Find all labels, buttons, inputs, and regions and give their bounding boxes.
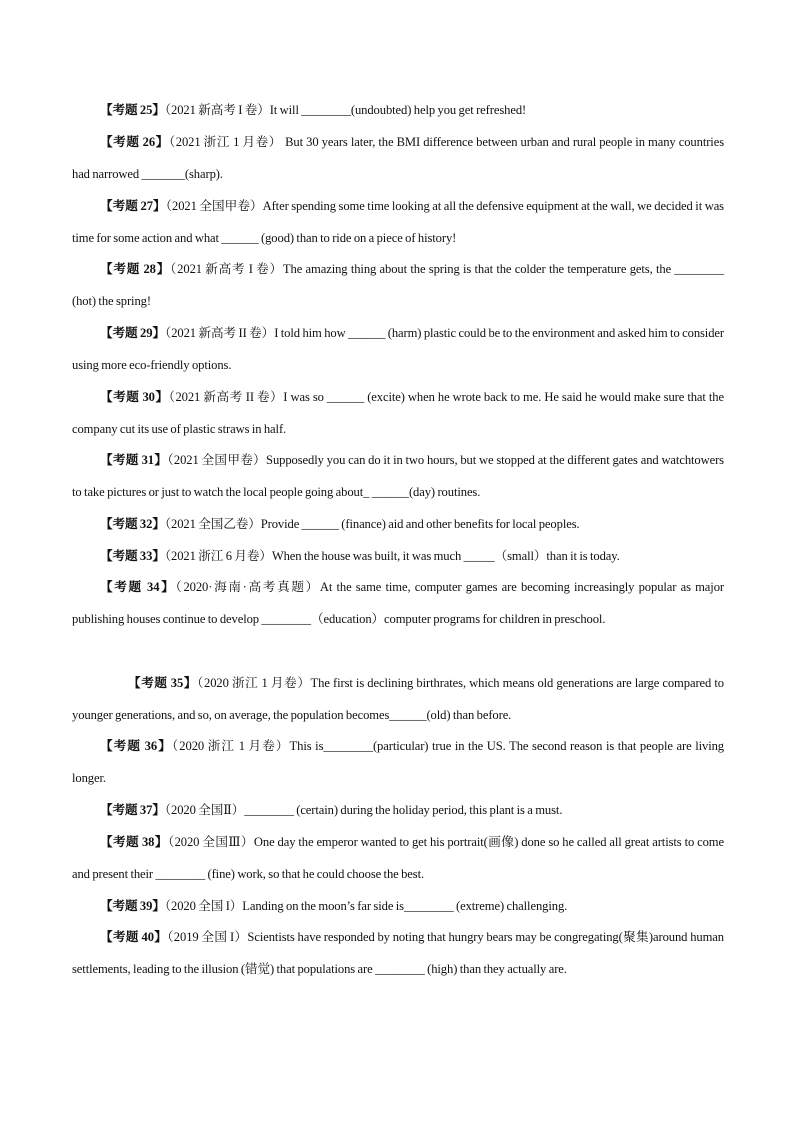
question-text: （2021 浙江 6 月卷）When the house was built, it was much _____（small）than it is today. — [164, 549, 620, 563]
question-tag: 【考题 25】 — [100, 103, 165, 117]
question-text: （2020 浙江 1 月卷）This is________(particular) true in the US. The second reason is that people are living longer. — [72, 739, 724, 785]
question-35 — [72, 667, 724, 731]
question-text: （2020 浙江 1 月卷）The first is declining birthrates, which means old generations are large compared to younger generations, and so, on average, the population becomes______(old) than before. — [72, 676, 724, 722]
question-tag: 【考题 28】 — [100, 262, 171, 276]
question-text: （2021 新高考 I 卷）It will ________(undoubted) help you get refreshed! — [164, 103, 527, 117]
question-36 — [72, 730, 724, 794]
question-tag: 【考题 27】 — [100, 199, 166, 213]
question-text: （2020·海南·高考真题）At the same time, computer games are becoming increasingly popular as major publishing houses continue to develop ________（education）computer programs for children in preschool. — [72, 580, 724, 626]
question-38 — [72, 826, 724, 890]
question-30 — [72, 381, 724, 445]
question-28 — [72, 253, 724, 317]
question-tag: 【考题 40】 — [100, 930, 168, 944]
question-tag: 【考题 32】 — [100, 517, 165, 531]
question-39 — [72, 890, 724, 922]
question-29 — [72, 317, 724, 381]
question-text: （2020 全国Ⅱ）________ (certain) during the holiday period, this plant is a must. — [164, 803, 563, 817]
question-tag: 【考题 31】 — [100, 453, 168, 467]
question-tag: 【考题 34】 — [100, 580, 176, 594]
question-tag: 【考题 33】 — [100, 549, 165, 563]
question-text: （2021 新高考 II 卷）I told him how ______ (harm) plastic could be to the environment and asked him to consider using more eco-friendly options. — [72, 326, 724, 372]
question-tag: 【考题 29】 — [100, 326, 165, 340]
question-37 — [72, 794, 724, 826]
question-tag: 【考题 26】 — [100, 135, 169, 149]
question-text: （2021 新高考 I 卷）The amazing thing about the spring is that the colder the temperature gets, the ________ (hot) the spring! — [72, 262, 724, 308]
question-33 — [72, 540, 724, 572]
question-tag: 【考题 35】 — [128, 676, 198, 690]
question-text: （2021 新高考 II 卷）I was so ______ (excite) when he wrote back to me. He said he would make sure that the company cut its use of plastic straws in half. — [72, 390, 724, 436]
question-text: （2021 全国乙卷）Provide ______ (finance) aid and other benefits for local peoples. — [164, 517, 580, 531]
question-tag: 【考题 30】 — [100, 390, 169, 404]
question-text: （2021 全国甲卷）Supposedly you can do it in two hours, but we stopped at the different gates and watchtowers to take pictures or just to watch the local people going about_ ______(day) routines. — [72, 453, 724, 499]
question-tag: 【考题 36】 — [100, 739, 172, 753]
question-40 — [72, 921, 724, 985]
question-32 — [72, 508, 724, 540]
question-text: （2021 浙江 1 月卷） But 30 years later, the BMI difference between urban and rural people in many countries had narrowed _______(sharp). — [72, 135, 725, 181]
question-25 — [72, 94, 724, 126]
question-tag: 【考题 39】 — [100, 899, 165, 913]
question-text: （2019 全国 I）Scientists have responded by noting that hungry bears may be congregating(聚集)around human settlements, leading to the illusion (错觉) that populations are ________ (high) than they actually are. — [72, 930, 724, 976]
question-text: （2020 全国 I）Landing on the moon’s far side is________ (extreme) challenging. — [164, 899, 568, 913]
question-26 — [72, 126, 724, 190]
question-text: （2020 全国Ⅲ）One day the emperor wanted to get his portrait(画像) done so he called all great artists to come and present their ________ (fine) work, so that he could choose the best. — [72, 835, 724, 881]
question-31 — [72, 444, 724, 508]
question-tag: 【考题 38】 — [100, 835, 168, 849]
question-tag: 【考题 37】 — [100, 803, 165, 817]
question-27 — [72, 190, 724, 254]
question-34 — [72, 571, 724, 635]
question-text: （2021 全国甲卷）After spending some time looking at all the defensive equipment at the wall, we decided it was time for some action and what ______ (good) than to ride on a piece of history! — [72, 199, 724, 245]
